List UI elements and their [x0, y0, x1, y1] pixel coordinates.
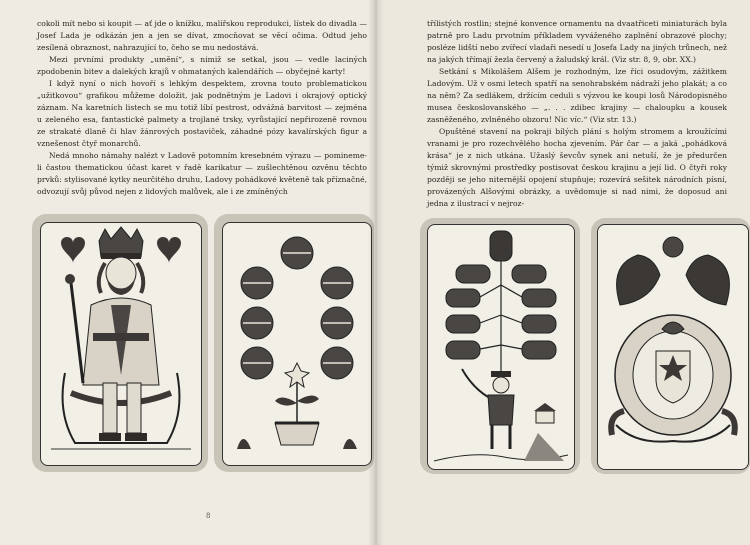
coat-of-arms-icon: [598, 225, 748, 469]
paragraph: I když nyní o nich hovoří s lehkým despektem, zrovna touto problematickou „užitkovou“ grafikou můžeme doložit, jak podnětným je Ladovi i okrajový optický záznam. Na karetních listech se mu totiž líbí pestrost, odvážná barvitost — zejména u zeleného esa, fantastické palmety a trojlané trsky, vyrůstající nepřirozeně rovnou ze strakaté dlaně či hlav žánrových postaviček, záhadné pózy kavalírských figur a vznešenost čtyř monarchů.: [37, 79, 367, 148]
leaves-figure-icon: [428, 225, 574, 469]
card-king-illustration: [40, 222, 202, 466]
paragraph: Nedá mnoho námahy nalézt v Ladově potomním kresebném výrazu — pomineme-li častou thematickou účast karet v řadě karikatur — zušlechtěnou ozvěnu těchto prvků: stylisované kytky neurčitého druhu, Ladovy pohádkové květeně tak příznačné, odvozují svůj původ nejen z lidových malůvek, ale i ze zmíněných: [37, 151, 367, 196]
acorn-symbols-icon: [223, 223, 371, 465]
card-acorns-illustration: [222, 222, 372, 466]
paragraph: Mezi prvními produkty „umění“, s nimiž se setkal, jsou — vedle laciných zpodobenin bitev a dalekých krajů v ohmataných kalendářích — obyčejné karty!: [37, 55, 367, 76]
paragraph: třílistých rostlin; stejné konvence ornamentu na dvaatřiceti miniaturách byla patrně pro Ladu prvotním příkladem vyváženého zaplnění obrazové plochy; posléze lidští nebo zvířecí vladaři nesedí u Josefa Lady na jiných trůnech, než na jakých třímají žezla červený a žaludský král. (Viz str. 8, 9, obr. XX.): [427, 19, 727, 64]
right-page: [375, 0, 750, 545]
card-leaves-illustration: [427, 224, 575, 470]
book-gutter: [368, 0, 384, 545]
page-number: 8: [206, 512, 211, 520]
left-page-text: [37, 18, 367, 198]
paragraph: cokoli mít nebo si koupit — ať jde o knížku, malířskou reprodukci, lístek do divadla — Josef Lada je odkázán jen a jen se dívat, zmocňovat se věcí očima. Odtud jeho zesílená obraznost, nahrazující to, čeho se mu nedostává.: [37, 19, 367, 52]
card-ace-illustration: [597, 224, 749, 470]
right-page-text: [427, 18, 727, 210]
king-figure-icon: [41, 223, 201, 465]
paragraph: Opuštěné stavení na pokraji bílých plání s holým stromem a kroužícími vranami je pro rozechvělého hocha zjevením. Pár čar — a jaká „pohádková krása“ je z nich utkána. Užaslý ševcův synek ani netuší, že je předurčen týmiž skrovnými prostředky postisovat českou krajinu a její lid. O čtyři roky později se jeho niternější opojení stupňuje; rozevírá sešitek národních písní, provázených Alšovými obrázky, a uvědomuje si nad nimi, že doposud ani jedna z ilustrací v nejroz-: [427, 127, 727, 208]
paragraph: Setkání s Mikolášem Alšem je rozhodným, lze říci osudovým, zážitkem Ladovým. Už v osmi letech spatří na senohrabském nádraží jeho plakát; a co na něm? Za sedlákem, držícím ceduli s výzvou ke koupi losů Národopisného musea českoslovanského — „. . . zdibec krajiny — chaloupku a kousek zasněženého, zvlněného obzoru! Nic víc.“ (Viz str. 13.): [427, 67, 727, 124]
